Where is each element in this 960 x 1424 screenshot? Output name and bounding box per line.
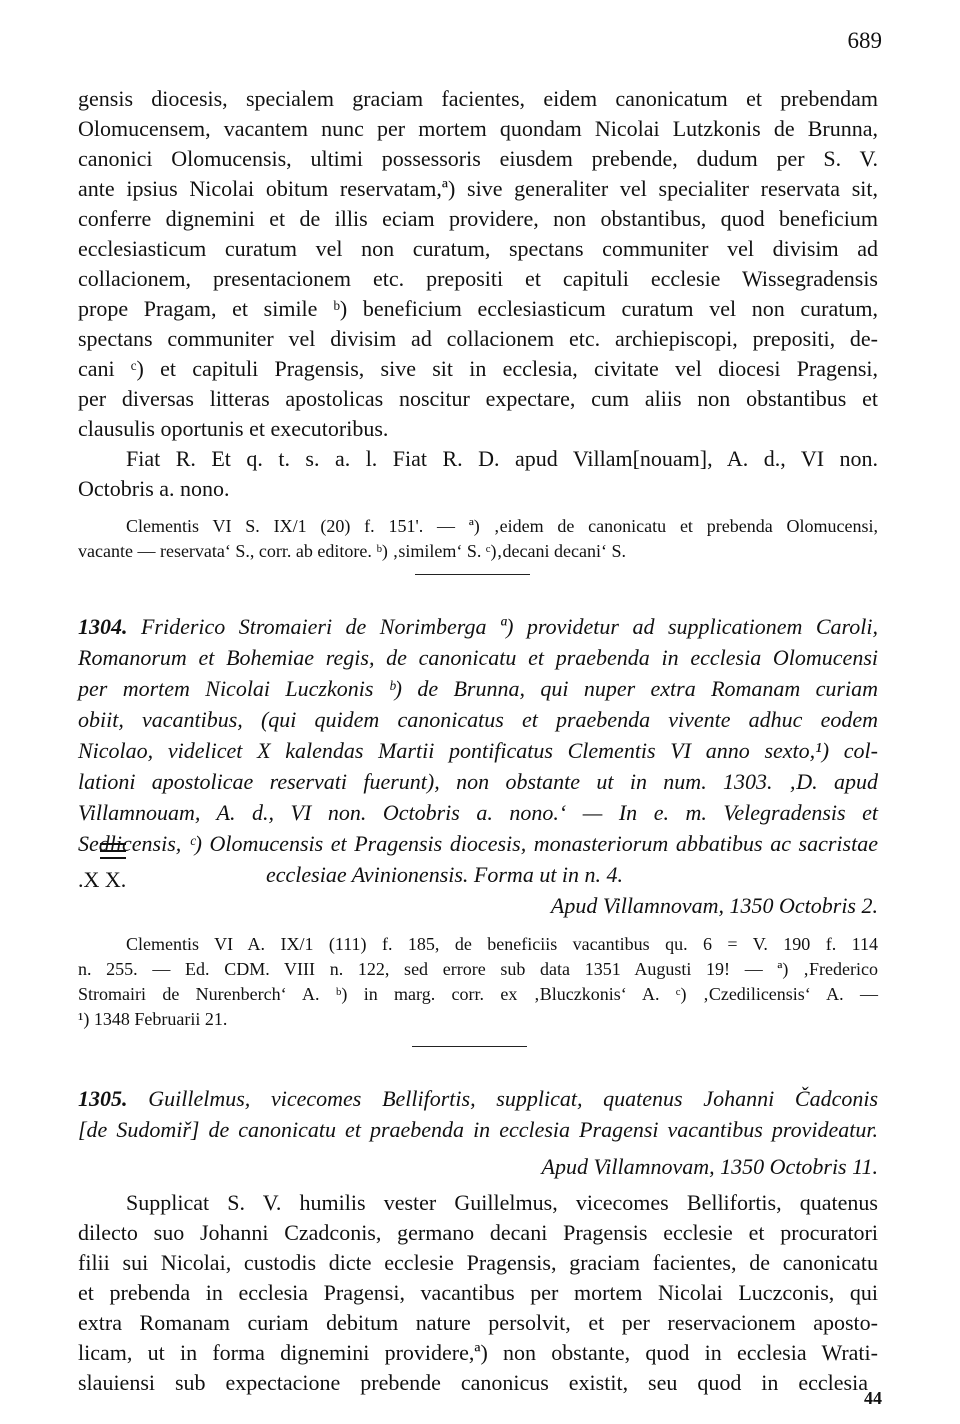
text-line: spectans communiter vel divisim ad collacionem etc. archiepiscopi, prepositi, de- — [78, 326, 878, 351]
footnote-line: Clementis VI S. IX/1 (20) f. 151'. — ª) ‚eidem de canonicatu et prebenda Olomucensi, — [126, 516, 878, 536]
signum-text: .X X. — [78, 867, 127, 892]
text-line: canonici Olomucensis, ultimi possessoris eiusdem prebende, dudum per S. V. — [78, 146, 878, 171]
notarial-signum — [78, 843, 168, 893]
footnote-line: Clementis VI A. IX/1 (111) f. 185, de beneficiis vacantibus qu. 6 = V. 190 f. 114 — [126, 934, 878, 954]
text-line: dilecto suo Johanni Czadconis, germano decani Pragensis ecclesie et procuratori — [78, 1220, 878, 1245]
page-number: 689 — [847, 28, 882, 53]
regest-line: Romanorum et Bohemiae regis, de canonicatu et praebenda in ecclesia Olomucensi — [78, 645, 878, 670]
text-line: extra Romanam curiam debitum nature persolvit, et per reservacionem aposto- — [78, 1310, 878, 1335]
document-number: 1304. — [78, 614, 128, 639]
section-divider — [415, 574, 530, 575]
text-line: gensis diocesis, specialem graciam facientes, eidem canonicatum et prebendam — [78, 86, 878, 111]
text-line: conferre dignemini et de illis eciam providere, non obstantibus, quod beneficium — [78, 206, 878, 231]
regest-line: Guillelmus, vicecomes Bellifortis, supplicat, quatenus Johanni Čadconis — [148, 1086, 879, 1111]
text-line: clausulis oportunis et executoribus. — [78, 416, 389, 441]
section-divider — [412, 1046, 527, 1047]
subscription-line: Fiat R. Et q. t. s. a. l. Fiat R. D. apud Villam[nouam], A. d., VI non. — [126, 446, 878, 471]
regest-line: lationi apostolicae reservati fuerunt), non obstante ut in num. 1303. ‚D. apud — [78, 769, 878, 794]
signum-bars-icon — [100, 843, 126, 864]
regest-line: obiit, vacantibus, (qui quidem canonicatus et praebenda vivente adhuc eodem — [78, 707, 878, 732]
dateline: Apud Villamnovam, 1350 Octobris 11. — [541, 1154, 878, 1179]
regest-line: Sedlicensis, ᶜ) Olomucensis et Pragensis diocesis, monasteriorum abbatibus ac sacristae — [78, 831, 878, 856]
document-number: 1305. — [78, 1086, 128, 1111]
text-line: Olomucensem, vacantem nunc per mortem quondam Nicolai Lutzkonis de Brunna, — [78, 116, 878, 141]
text-line: cani ᶜ) et capituli Pragensis, sive sit in ecclesia, civitate vel diocesi Pragensi, — [78, 356, 878, 381]
text-line: ecclesiasticum curatum vel non curatum, spectans communiter vel divisim ad — [78, 236, 878, 261]
text-line: filii sui Nicolai, custodis dicte ecclesie Pragensis, graciam facientes, de canonicatu — [78, 1250, 878, 1275]
text-line: Octobris a. nono. — [78, 476, 230, 501]
text-line: licam, ut in forma dignemini providere,ª) non obstante, quod in ecclesia Wrati- — [78, 1340, 878, 1365]
regest-line: Nicolao, videlicet X kalendas Martii pontificatus Clementis VI anno sexto,¹) col- — [78, 738, 878, 763]
regest-line: ecclesiae Avinionensis. Forma ut in n. 4. — [266, 862, 624, 887]
text-line: per diversas litteras apostolicas noscitur expectare, cum aliis non obstantibus et — [78, 386, 878, 411]
regest-line: Villamnouam, A. d., VI non. Octobris a. nono.‘ — In e. m. Velegradensis et — [78, 800, 878, 825]
footnote-line: n. 255. — Ed. CDM. VIII n. 122, sed errore sub data 1351 Augusti 19! — ª) ‚Frederico — [78, 959, 878, 979]
footnote-line: Stromairi de Nurenberch‘ A. ᵇ) in marg. corr. ex ‚Bluczkonis‘ A. ᶜ) ‚Czedilicensis‘ A. — — [78, 984, 878, 1004]
text-line: prope Pragam, et simile ᵇ) beneficium ecclesiasticum curatum vel non curatum, — [78, 296, 878, 321]
regest-line: per mortem Nicolai Luczkonis ᵇ) de Brunna, qui nuper extra Romanam curiam — [78, 676, 878, 701]
text-line: et prebenda in ecclesia Pragensi, vacantibus per mortem Nicolai Luczconis, qui — [78, 1280, 878, 1305]
text-line: collacionem, presentacionem etc. prepositi et capituli ecclesie Wissegradensis — [78, 266, 878, 291]
dateline: Apud Villamnovam, 1350 Octobris 2. — [550, 893, 878, 918]
regest-line: Friderico Stromaieri de Norimberga ª) providetur ad supplicationem Caroli, — [140, 614, 878, 639]
text-line: slauiensi sub expectacione prebende canonicus existit, seu quod in ecclesia — [78, 1370, 868, 1395]
regest-line: [de Sudomiř] de canonicatu et praebenda in ecclesia Pragensi vacantibus provideatur. — [78, 1117, 878, 1142]
footnote-line: vacante — reservata‘ S., corr. ab editore. ᵇ) ‚similem‘ S. ᶜ)‚decani decani‘ S. — [78, 541, 626, 561]
signature-mark: 44 — [864, 1388, 882, 1408]
text-line: Supplicat S. V. humilis vester Guillelmus, vicecomes Bellifortis, quatenus — [126, 1190, 878, 1215]
text-line: ante ipsius Nicolai obitum reservatam,ª) sive generaliter vel specialiter reservata sit, — [78, 176, 878, 201]
footnote-line: ¹) 1348 Februarii 21. — [78, 1009, 228, 1029]
